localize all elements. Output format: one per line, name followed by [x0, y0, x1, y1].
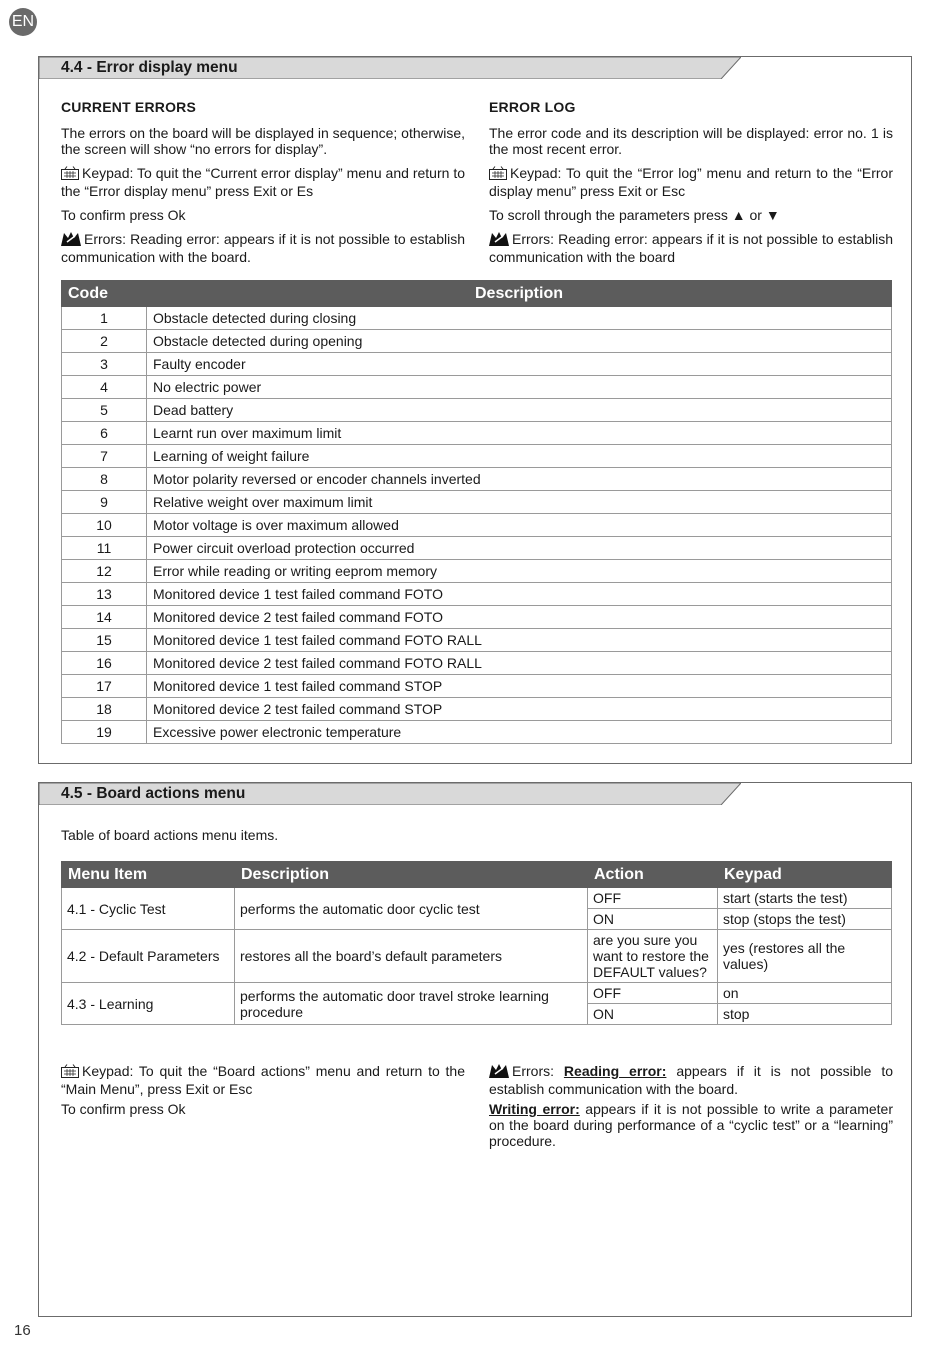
error-code-cell: 14: [62, 606, 147, 629]
error-burst-icon: [489, 232, 509, 249]
error-burst-icon: [489, 1064, 509, 1081]
error-description-cell: Learnt run over maximum limit: [147, 422, 892, 445]
error-code-cell: 2: [62, 330, 147, 353]
section-title: 4.4 - Error display menu: [61, 59, 238, 76]
error-description-cell: Obstacle detected during opening: [147, 330, 892, 353]
actions-table-body: [62, 888, 892, 1025]
error-description-cell: Monitored device 1 test failed command STOP: [147, 675, 892, 698]
table-row: [62, 983, 892, 1004]
error-description-cell: Error while reading or writing eeprom memory: [147, 560, 892, 583]
errors-label: Errors:: [512, 1063, 554, 1079]
description-cell: performs the automatic door travel stroke learning procedure: [235, 983, 588, 1025]
writing-error-label: Writing error:: [489, 1101, 580, 1117]
keypad-icon: [61, 1064, 79, 1081]
error-code-cell: 18: [62, 698, 147, 721]
error-code-cell: 8: [62, 468, 147, 491]
action-cell: ON: [588, 1004, 718, 1025]
table-row: [62, 606, 892, 629]
error-code-cell: 7: [62, 445, 147, 468]
board-actions-intro: Table of board actions menu items.: [61, 827, 279, 843]
table-row: [62, 376, 892, 399]
error-display-section: [38, 56, 912, 764]
writing-error-note: [489, 1101, 893, 1149]
keypad-cell: stop: [718, 1004, 892, 1025]
section-title-bar: [39, 57, 741, 79]
table-row: [62, 652, 892, 675]
error-description-cell: Excessive power electronic temperature: [147, 721, 892, 744]
table-row: [62, 560, 892, 583]
error-description-cell: Relative weight over maximum limit: [147, 491, 892, 514]
table-row: [62, 583, 892, 606]
error-description-cell: Dead battery: [147, 399, 892, 422]
table-header-row: [62, 281, 892, 307]
table-row: [62, 422, 892, 445]
error-code-cell: 9: [62, 491, 147, 514]
board-actions-section: [38, 782, 912, 1317]
keypad-note-text: Keypad: To quit the “Board actions” menu and return to the “Main Menu”, press Exit or Esc: [61, 1063, 465, 1097]
section-title-bar: [39, 783, 741, 805]
error-code-cell: 11: [62, 537, 147, 560]
menu-item-cell: 4.2 - Default Parameters: [62, 930, 235, 983]
error-description-cell: Monitored device 2 test failed command FOTO: [147, 606, 892, 629]
error-description-cell: Monitored device 1 test failed command FOTO: [147, 583, 892, 606]
current-errors-keypad-note: [61, 165, 465, 199]
error-code-cell: 10: [62, 514, 147, 537]
keypad-note-text: Keypad: To quit the “Error log” menu and return to the “Error display menu” press Exit or Esc: [489, 165, 893, 199]
keypad-header: Keypad: [718, 862, 892, 888]
code-header: Code: [62, 281, 147, 307]
error-code-cell: 17: [62, 675, 147, 698]
reading-error-text: appears if it is not possible to establish communication with the board.: [489, 1063, 894, 1097]
error-description-cell: Obstacle detected during closing: [147, 307, 892, 330]
error-description-cell: Learning of weight failure: [147, 445, 892, 468]
action-cell: are you sure you want to restore the DEFAULT values?: [588, 930, 718, 983]
error-burst-icon: [61, 232, 81, 249]
table-row: [62, 330, 892, 353]
table-row: [62, 537, 892, 560]
error-codes-table: [61, 280, 892, 744]
current-errors-heading: CURRENT ERRORS: [61, 99, 197, 115]
error-code-cell: 19: [62, 721, 147, 744]
section-title: 4.5 - Board actions menu: [61, 785, 246, 802]
error-code-cell: 12: [62, 560, 147, 583]
error-log-error-note: [489, 231, 893, 265]
board-actions-keypad-column: [61, 1063, 465, 1125]
error-description-cell: No electric power: [147, 376, 892, 399]
error-description-cell: Monitored device 2 test failed command FOTO RALL: [147, 652, 892, 675]
error-code-cell: 3: [62, 353, 147, 376]
table-row: [62, 445, 892, 468]
keypad-cell: on: [718, 983, 892, 1004]
board-actions-keypad-note: [61, 1063, 465, 1097]
board-actions-errors-column: [489, 1063, 893, 1157]
writing-error-text: appears if it is not possible to write a parameter on the board during performance of a “cyclic test” or a “learning” procedure.: [489, 1101, 893, 1149]
description-header: Description: [147, 281, 892, 307]
error-table-body: [62, 307, 892, 744]
keypad-note-text: Keypad: To quit the “Current error display” menu and return to the “Error display menu” press Exit or Es: [61, 165, 465, 199]
keypad-cell: yes (restores all the values): [718, 930, 892, 983]
keypad-cell: start (starts the test): [718, 888, 892, 909]
error-code-cell: 6: [62, 422, 147, 445]
description-cell: restores all the board’s default parameters: [235, 930, 588, 983]
error-log-scroll-note: To scroll through the parameters press ▲ or ▼: [489, 207, 780, 223]
action-cell: OFF: [588, 888, 718, 909]
table-row: [62, 307, 892, 330]
error-description-cell: Motor polarity reversed or encoder channels inverted: [147, 468, 892, 491]
error-log-heading: ERROR LOG: [489, 99, 576, 115]
error-description-cell: Faulty encoder: [147, 353, 892, 376]
page-number: 16: [14, 1322, 31, 1339]
action-header: Action: [588, 862, 718, 888]
table-row: [62, 514, 892, 537]
table-row: [62, 721, 892, 744]
table-row: [62, 888, 892, 909]
error-code-cell: 4: [62, 376, 147, 399]
error-log-column: [489, 99, 893, 273]
error-note-text: Errors: Reading error: appears if it is not possible to establish communication with the board: [489, 231, 893, 265]
error-code-cell: 1: [62, 307, 147, 330]
error-description-cell: Monitored device 1 test failed command FOTO RALL: [147, 629, 892, 652]
keypad-icon: [489, 166, 507, 183]
description-header: Description: [235, 862, 588, 888]
error-code-cell: 13: [62, 583, 147, 606]
table-row: [62, 675, 892, 698]
keypad-cell: stop (stops the test): [718, 909, 892, 930]
error-log-keypad-note: [489, 165, 893, 199]
error-code-cell: 15: [62, 629, 147, 652]
reading-error-label: Reading error:: [563, 1063, 667, 1079]
error-log-text: The error code and its description will be displayed: error no. 1 is the most recent error.: [489, 125, 893, 157]
table-row: [62, 491, 892, 514]
current-errors-error-note: [61, 231, 465, 265]
reading-error-note: [489, 1063, 893, 1097]
error-description-cell: Power circuit overload protection occurred: [147, 537, 892, 560]
menu-item-cell: 4.1 - Cyclic Test: [62, 888, 235, 930]
error-description-cell: Motor voltage is over maximum allowed: [147, 514, 892, 537]
board-actions-table: [61, 861, 892, 1025]
current-errors-column: [61, 99, 465, 273]
table-row: [62, 353, 892, 376]
menu-item-header: Menu Item: [62, 862, 235, 888]
table-row: [62, 629, 892, 652]
table-row: [62, 468, 892, 491]
error-code-cell: 16: [62, 652, 147, 675]
table-header-row: [62, 862, 892, 888]
table-row: [62, 399, 892, 422]
current-errors-confirm: To confirm press Ok: [61, 207, 186, 223]
description-cell: performs the automatic door cyclic test: [235, 888, 588, 930]
error-note-text: Errors: Reading error: appears if it is not possible to establish communication with the board.: [61, 231, 465, 265]
action-cell: ON: [588, 909, 718, 930]
error-description-cell: Monitored device 2 test failed command STOP: [147, 698, 892, 721]
language-badge: EN: [9, 8, 37, 36]
table-row: [62, 698, 892, 721]
table-row: [62, 930, 892, 983]
keypad-icon: [61, 166, 79, 183]
action-cell: OFF: [588, 983, 718, 1004]
menu-item-cell: 4.3 - Learning: [62, 983, 235, 1025]
error-code-cell: 5: [62, 399, 147, 422]
board-actions-confirm: To confirm press Ok: [61, 1101, 186, 1117]
current-errors-text: The errors on the board will be displayed in sequence; otherwise, the screen will show “no errors for display”.: [61, 125, 465, 157]
